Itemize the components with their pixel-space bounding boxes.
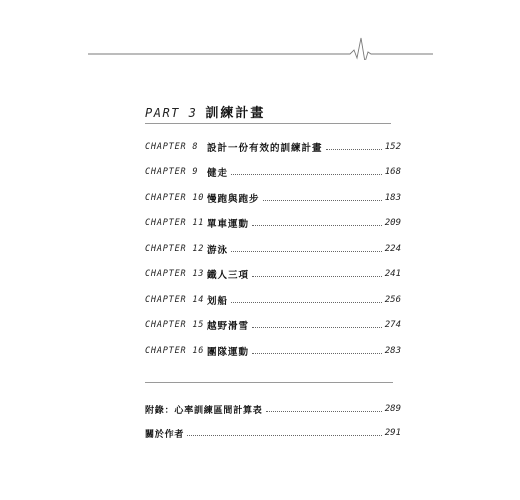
- dot-leader: [266, 410, 382, 412]
- chapter-list: [145, 134, 401, 364]
- appendix-list: [145, 397, 401, 445]
- page-number: 241: [384, 269, 401, 280]
- dot-leader: [252, 224, 382, 226]
- dot-leader: [252, 275, 382, 277]
- part-heading: [145, 102, 265, 121]
- toc-entry[interactable]: [145, 134, 401, 160]
- appendix-title: 附錄：心率訓練區間計算表: [145, 405, 263, 416]
- dot-leader: [252, 326, 382, 328]
- chapter-title: 設計一份有效的訓練計畫: [207, 142, 323, 154]
- dot-leader: [252, 352, 382, 354]
- toc-entry[interactable]: [145, 262, 401, 288]
- toc-entry[interactable]: [145, 185, 401, 211]
- chapter-label: CHAPTER 11: [145, 218, 205, 229]
- chapter-title: 健走: [207, 168, 229, 180]
- appendix-divider: [145, 382, 393, 383]
- heartbeat-line: [88, 38, 433, 60]
- chapter-title: 划船: [207, 295, 229, 307]
- chapter-title: 越野滑雪: [207, 321, 250, 333]
- dot-leader: [231, 173, 382, 175]
- toc-entry[interactable]: [145, 236, 401, 262]
- page-number: 224: [384, 243, 401, 254]
- page-number: 168: [384, 167, 401, 178]
- chapter-label: CHAPTER 15: [145, 320, 205, 331]
- page-number: 183: [384, 192, 401, 203]
- dot-leader: [326, 148, 382, 150]
- dot-leader: [263, 199, 382, 201]
- chapter-title: 慢跑與跑步: [207, 193, 260, 205]
- chapter-label: CHAPTER 8: [145, 141, 199, 152]
- toc-entry[interactable]: [145, 160, 401, 186]
- page-number: 274: [384, 320, 401, 331]
- chapter-label: CHAPTER 13: [145, 269, 205, 280]
- dot-leader: [187, 434, 382, 436]
- chapter-label: CHAPTER 16: [145, 345, 205, 356]
- toc-entry-about-author[interactable]: [145, 421, 401, 445]
- toc-entry-appendix[interactable]: [145, 397, 401, 421]
- page-number: 152: [384, 141, 401, 152]
- toc-entry[interactable]: [145, 287, 401, 313]
- appendix-title: 關於作者: [145, 429, 185, 440]
- toc-entry[interactable]: [145, 338, 401, 364]
- chapter-title: 游泳: [207, 244, 229, 256]
- part-label: PART 3: [145, 106, 198, 120]
- chapter-label: CHAPTER 12: [145, 243, 205, 254]
- page-number: 291: [384, 428, 401, 438]
- dot-leader: [231, 250, 382, 252]
- chapter-title: 鐵人三項: [207, 270, 250, 282]
- chapter-label: CHAPTER 14: [145, 294, 205, 305]
- page-number: 289: [384, 404, 401, 414]
- heartbeat-divider: [88, 0, 433, 60]
- toc-entry[interactable]: [145, 211, 401, 237]
- chapter-title: 團隊運動: [207, 346, 250, 358]
- page-number: 256: [384, 294, 401, 305]
- chapter-label: CHAPTER 10: [145, 192, 205, 203]
- page-number: 209: [384, 218, 401, 229]
- part-title: 訓練計畫: [205, 106, 266, 121]
- page-number: 283: [384, 345, 401, 356]
- dot-leader: [231, 301, 382, 303]
- toc-entry[interactable]: [145, 313, 401, 339]
- chapter-label: CHAPTER 9: [145, 167, 199, 178]
- chapter-title: 單車運動: [207, 219, 250, 231]
- part-divider: [145, 123, 391, 124]
